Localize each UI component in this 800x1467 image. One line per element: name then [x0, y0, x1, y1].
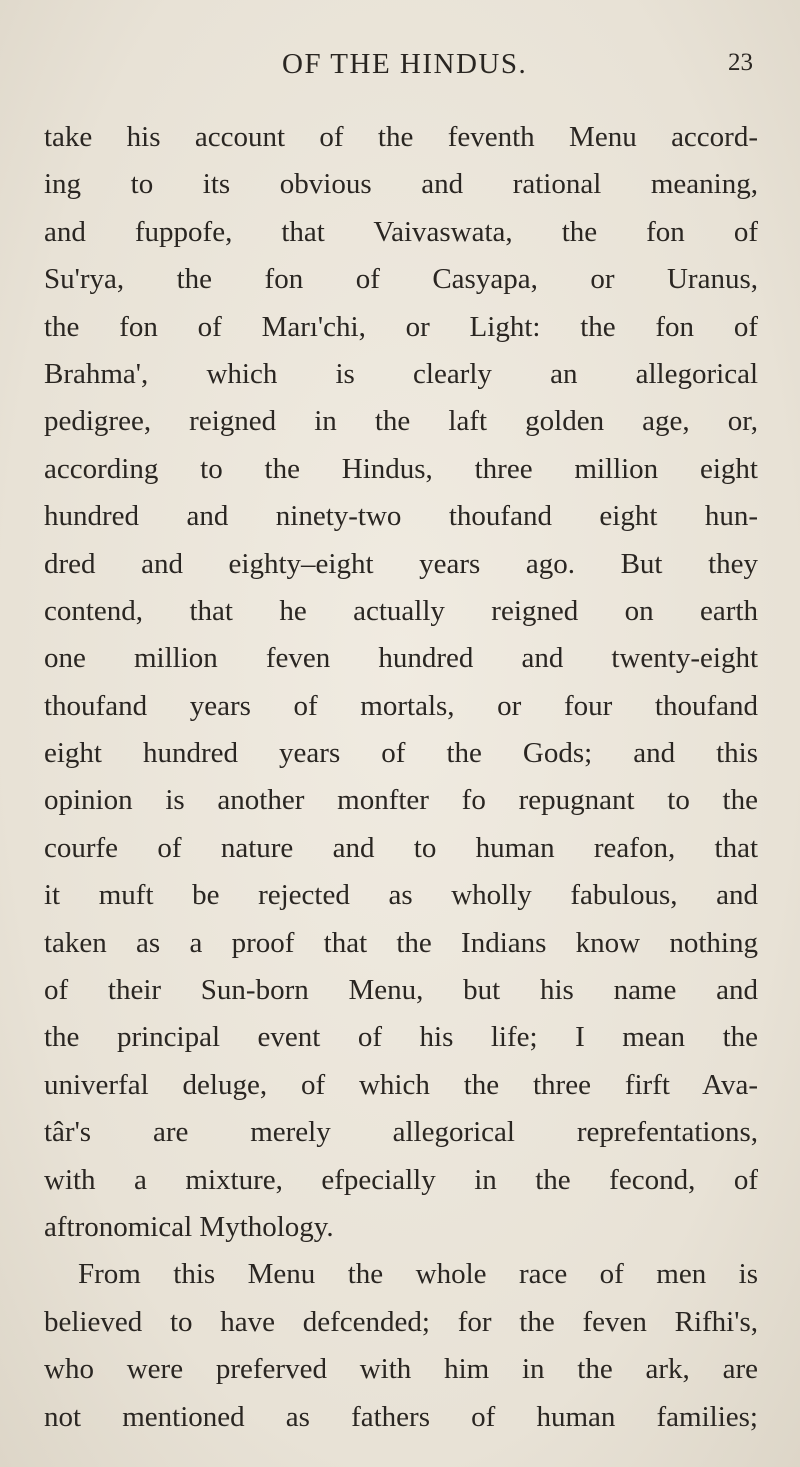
body-text	[44, 114, 758, 1441]
running-title: OF THE HINDUS.	[282, 48, 528, 80]
text-line: of their Sun-born Menu, but his name and	[44, 974, 758, 1007]
text-line: opinion is another monfter fo repugnant to the	[44, 784, 758, 817]
text-line: Su'rya, the fon of Casyapa, or Uranus,	[44, 263, 758, 296]
text-line: târ's are merely allegorical reprefentations,	[44, 1116, 758, 1149]
text-line: pedigree, reigned in the laft golden age, or,	[44, 405, 758, 438]
running-head	[0, 48, 800, 88]
text-line: the fon of Marı'chi, or Light: the fon of	[44, 310, 758, 343]
text-line: From this Menu the whole race of men is	[78, 1258, 758, 1291]
text-line: hundred and ninety-two thoufand eight hun-	[44, 500, 758, 533]
text-line: and fuppofe, that Vaivaswata, the fon of	[44, 215, 758, 248]
text-line: who were preferved with him in the ark, are	[44, 1353, 758, 1386]
text-line: dred and eighty–eight years ago. But they	[44, 547, 758, 580]
text-line: ing to its obvious and rational meaning,	[44, 168, 758, 201]
text-line: it muft be rejected as wholly fabulous, and	[44, 879, 758, 912]
text-line: taken as a proof that the Indians know nothing	[44, 926, 758, 959]
text-line: with a mixture, efpecially in the fecond, of	[44, 1163, 758, 1196]
text-line: believed to have defcended; for the feven Rifhi's,	[44, 1305, 758, 1338]
text-line: the principal event of his life; I mean the	[44, 1021, 758, 1054]
text-line: not mentioned as fathers of human families;	[44, 1400, 758, 1433]
text-line: aftronomical Mythology.	[44, 1210, 334, 1243]
text-line: courfe of nature and to human reafon, that	[44, 831, 758, 864]
text-line: take his account of the feventh Menu accord-	[44, 121, 758, 153]
text-line: univerfal deluge, of which the three firft Ava-	[44, 1068, 758, 1101]
text-line: Brahma', which is clearly an allegorical	[44, 357, 758, 390]
page-number: 23	[728, 49, 753, 76]
text-line: thoufand years of mortals, or four thoufand	[44, 689, 758, 722]
text-line: one million feven hundred and twenty-eight	[44, 642, 758, 675]
text-line: eight hundred years of the Gods; and this	[44, 737, 758, 770]
text-line: according to the Hindus, three million eight	[44, 452, 758, 485]
text-line: contend, that he actually reigned on earth	[44, 594, 758, 627]
